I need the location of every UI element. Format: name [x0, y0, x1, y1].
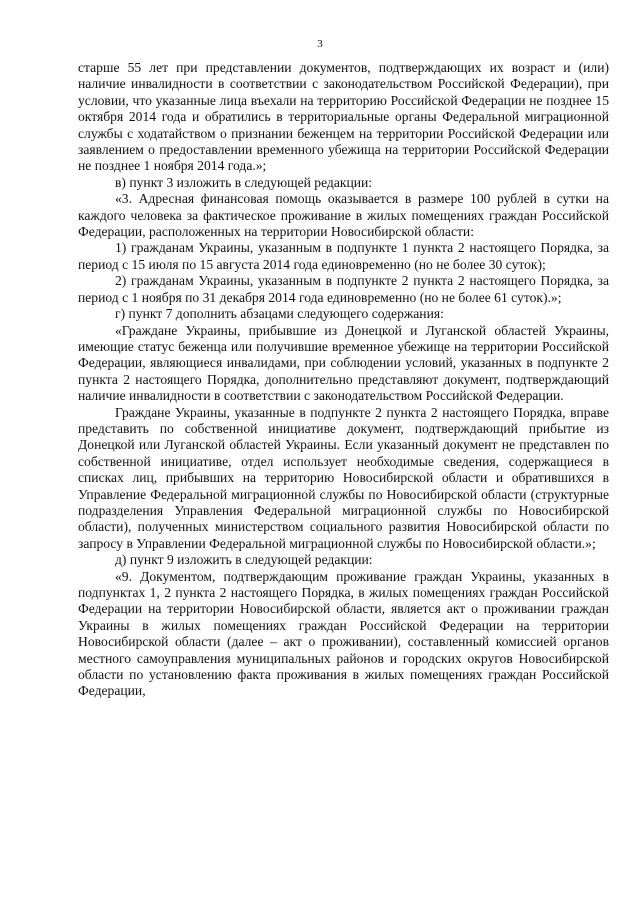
paragraph-item-d: д) пункт 9 изложить в следующей редакции:: [115, 552, 373, 568]
document-body: [78, 60, 609, 700]
paragraph-item-v: в) пункт 3 изложить в следующей редакции:: [115, 174, 373, 190]
page-number: 3: [317, 38, 323, 50]
paragraph-item-g: г) пункт 7 дополнить абзацами следующего содержания:: [115, 306, 444, 322]
paragraph-subpoint-1: 1) гражданам Украины, указанным в подпункте 1 пункта 2 настоящего Порядка, за период с 15 июля по 15 августа 2014 года единовременно (но не более 30 суток);: [78, 240, 609, 272]
paragraph-subpoint-2: 2) гражданам Украины, указанным в подпункте 2 пункта 2 настоящего Порядка, за период с 1 ноября по 31 декабря 2014 года единовременно (но не более 61 суток).»;: [78, 273, 609, 305]
paragraph-point-9: «9. Документом, подтверждающим проживание граждан Украины, указанных в подпунктах 1, 2 пункта 2 настоящего Порядка, в жилых помещениях граждан Российской Федерации на территории Новосибирской области, является акт о проживании граждан Украины в жилых помещениях граждан Российской Федерации на территории Новосибирской области (далее – акт о проживании), составленный комиссией органов местного самоуправления муниципальных районов и городских округов Новосибирской области по установлению факта проживания в жилых помещениях граждан Российской Федерации,: [78, 568, 609, 699]
paragraph-disabled-citizens: «Граждане Украины, прибывшие из Донецкой и Луганской областей Украины, имеющие статус беженца или получившие временное убежище на территории Российской Федерации, являющиеся инвалидами, при соблюдении условий, указанных в подпункте 2 пункта 2 настоящего Порядка, дополнительно представляют документ, подтверждающий наличие инвалидности в соответствии с законодательством Российской Федерации.: [78, 322, 609, 404]
paragraph-arrival-document: Граждане Украины, указанные в подпункте 2 пункта 2 настоящего Порядка, вправе представить по собственной инициативе документ, подтверждающий прибытие из Донецкой или Луганской областей Украины. Если указанный документ не представлен по собственной инициативе, отдел использует необходимые сведения, содержащиеся в списках лиц, прибывших на территорию Новосибирской области и обратившихся в Управление Федеральной миграционной службы по Новосибирской области (структурные подразделения Управления Федеральной миграционной службы по Новосибирской области), полученных министерством социального развития Новосибирской области по запросу в Управлении Федеральной миграционной службы по Новосибирской области.»;: [78, 404, 609, 551]
paragraph-point-3: «3. Адресная финансовая помощь оказывается в размере 100 рублей в сутки на каждого человека за фактическое проживание в жилых помещениях граждан Российской Федерации, расположенных на территории Новосибирской области:: [78, 191, 609, 240]
paragraph-continuation: старше 55 лет при представлении документов, подтверждающих их возраст и (или) наличие инвалидности в соответствии с законодательством Российской Федерации), при условии, что указанные лица въехали на территорию Российской Федерации не позднее 15 октября 2014 года и обратились в территориальные органы Федеральной миграционной службы с ходатайством о признании беженцем на территории Российской Федерации или заявлением о предоставлении временного убежища на территории Российской Федерации не позднее 1 ноября 2014 года.»;: [78, 60, 609, 174]
